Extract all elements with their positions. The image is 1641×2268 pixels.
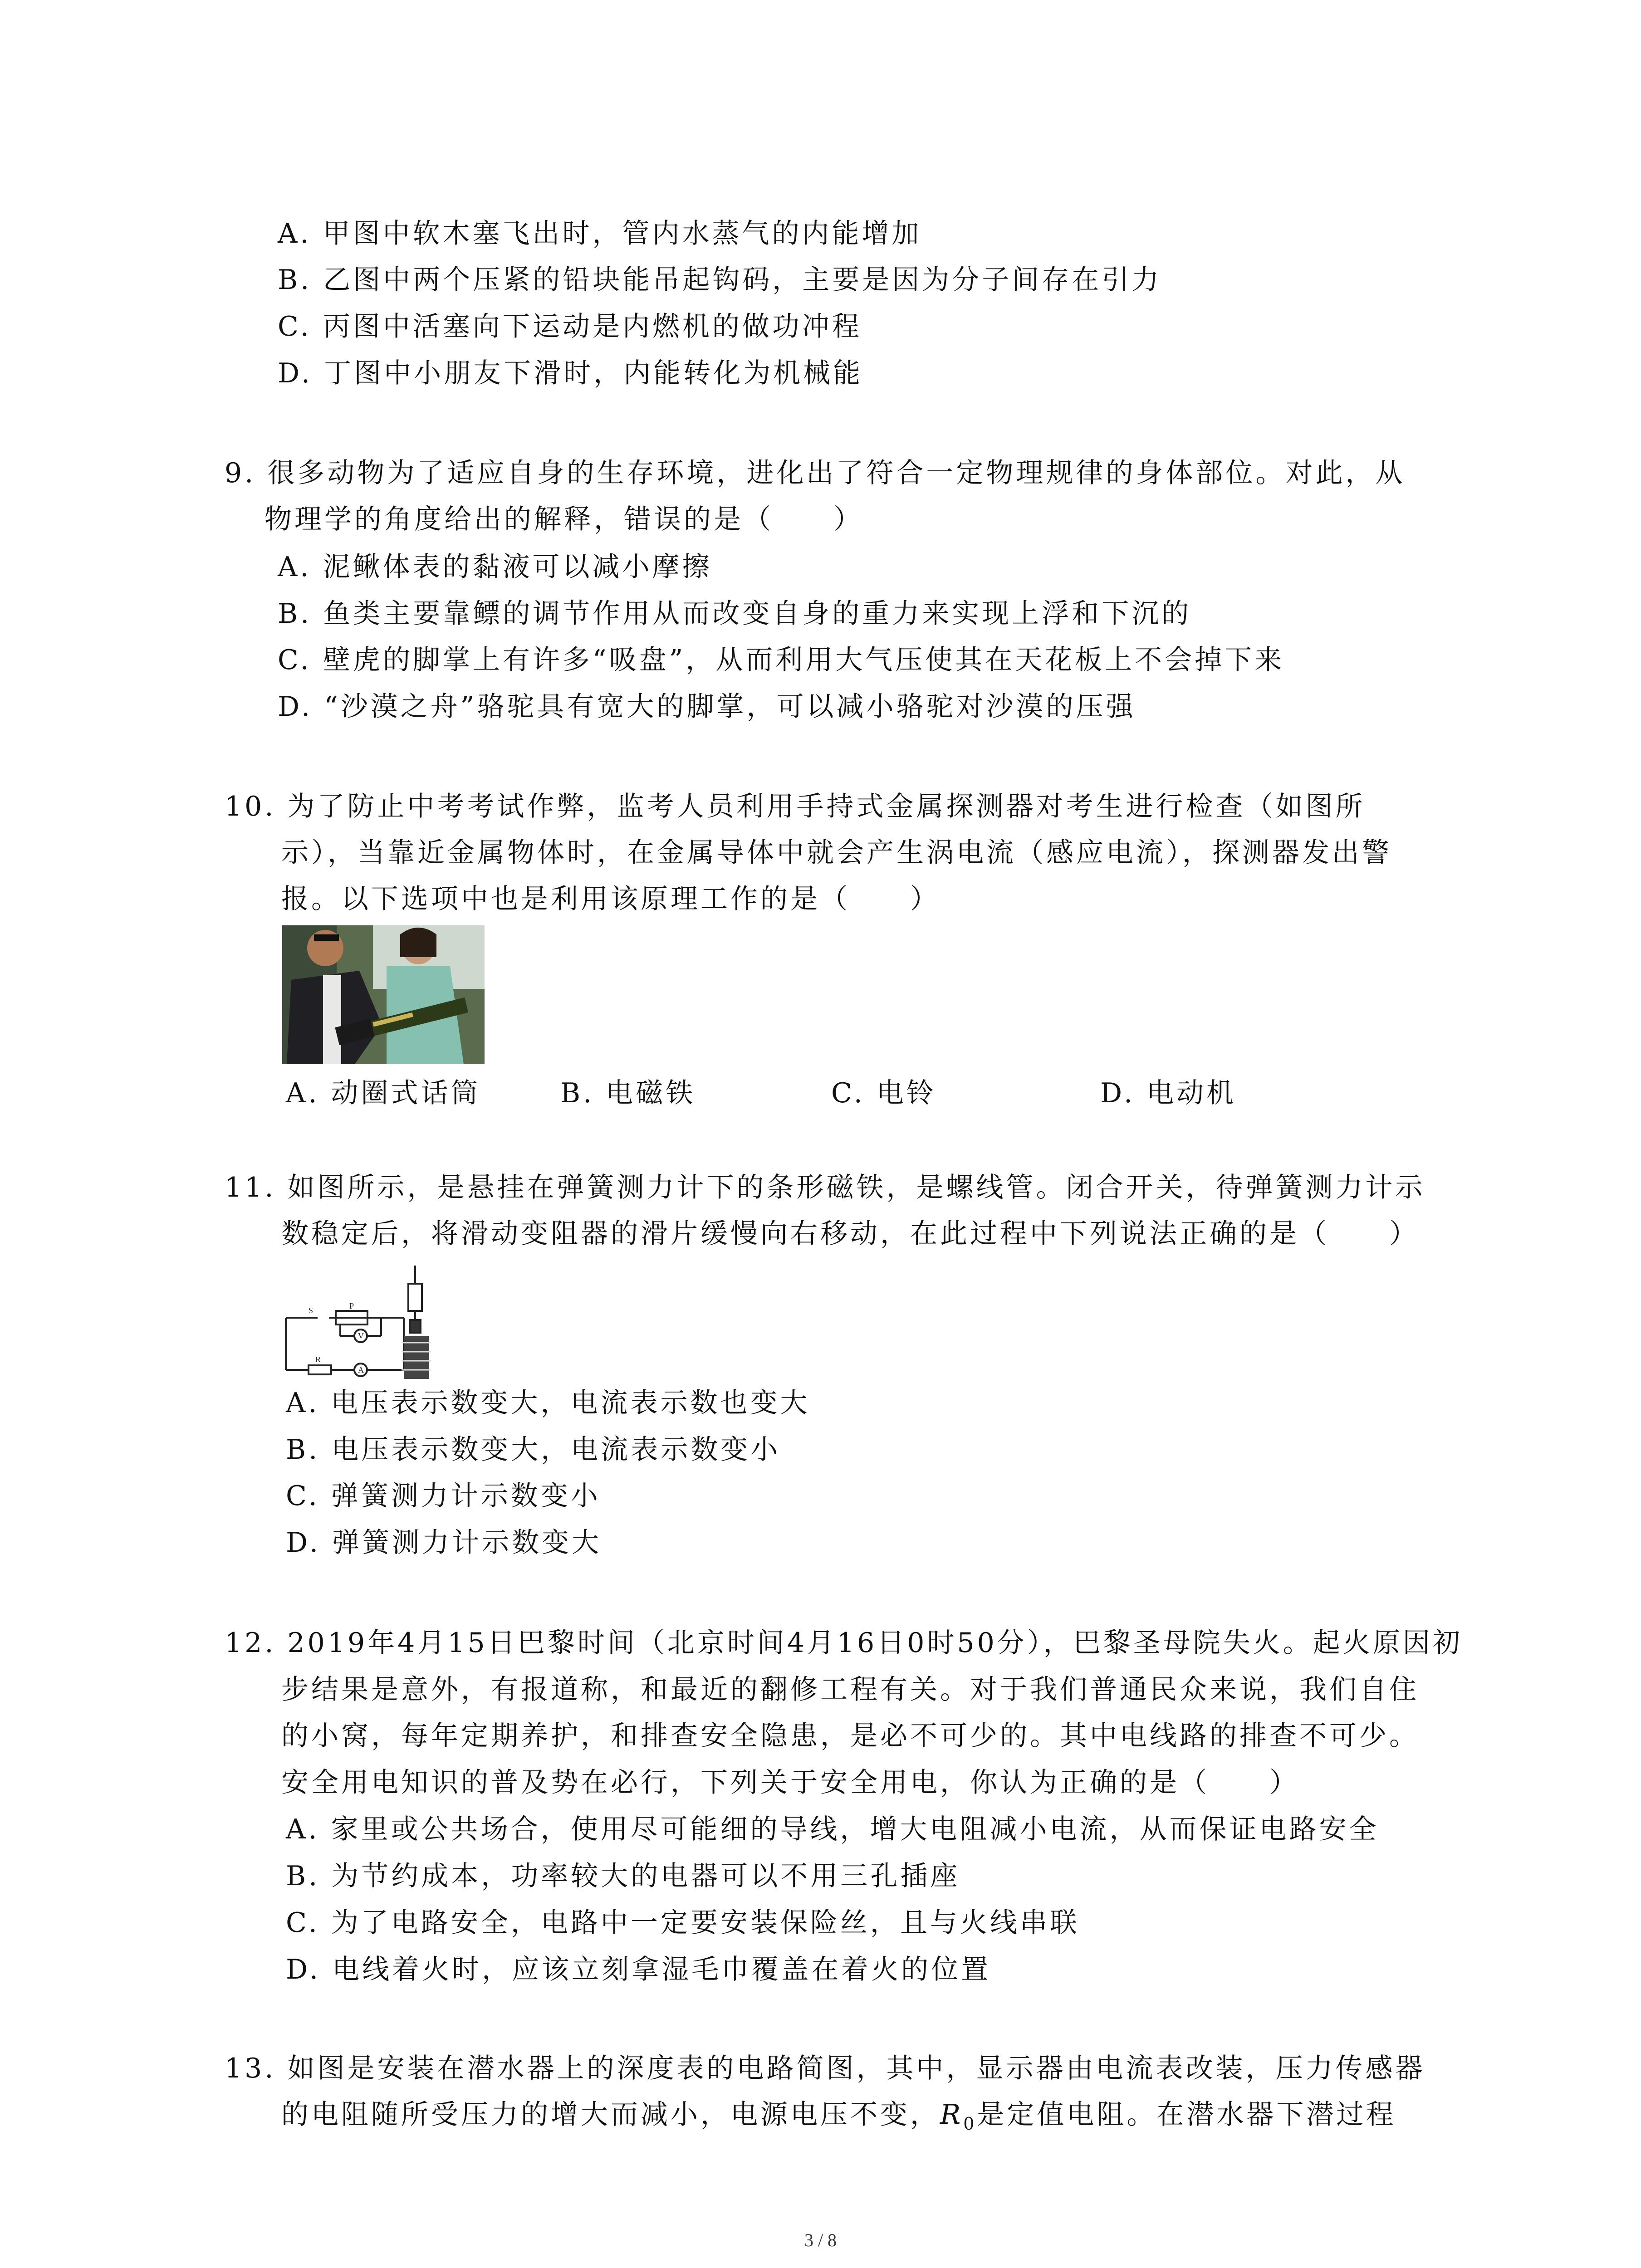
q11-stem-line2: 数稳定后，将滑动变阻器的滑片缓慢向右移动，在此过程中下列说法正确的是（ ）: [281, 1218, 1419, 1250]
q8-option-b: B. 乙图中两个压紧的铅块能吊起钩码，主要是因为分子间存在引力: [278, 264, 1162, 296]
q13-stem-line2: [281, 2097, 1396, 2142]
q12-stem-line4: 安全用电知识的普及势在必行，下列关于安全用电，你认为正确的是（ ）: [281, 1767, 1299, 1799]
q13-stem-line1: 13. 如图是安装在潜水器上的深度表的电路简图，其中，显示器由电流表改装，压力传感器: [225, 2053, 1425, 2084]
q10-option-a: A. 动圈式话筒: [286, 1077, 481, 1109]
r0-symbol: R: [940, 2099, 964, 2131]
q10-option-d: D. 电动机: [1100, 1077, 1237, 1109]
q12-option-b: B. 为节约成本，功率较大的电器可以不用三孔插座: [286, 1860, 960, 1892]
q9-option-c: C. 壁虎的脚掌上有许多“吸盘”，从而利用大气压使其在天花板上不会掉下来: [278, 644, 1285, 676]
q12-stem-line1: 12. 2019年4月15日巴黎时间（北京时间4月16日0时50分），巴黎圣母院失火。起火原因初: [225, 1627, 1463, 1659]
circuit-label-voltmeter: V: [358, 1331, 364, 1340]
q12-stem-line3: 的小窝，每年定期养护，和排查安全隐患，是必不可少的。其中电线路的排查不可少。: [281, 1720, 1419, 1752]
q13-stem-line2-post: 是定值电阻。在潜水器下潜过程: [977, 2099, 1396, 2131]
q10-stem-line3: 报。以下选项中也是利用该原理工作的是（ ）: [281, 883, 940, 915]
q10-stem-line2: 示），当靠近金属物体时，在金属导体中就会产生涡电流（感应电流），探测器发出警: [281, 837, 1392, 869]
circuit-label-switch: S: [309, 1306, 314, 1315]
q8-option-d: D. 丁图中小朋友下滑时，内能转化为机械能: [278, 357, 863, 389]
q12-option-a: A. 家里或公共场合，使用尽可能细的导线，增大电阻减小电流，从而保证电路安全: [286, 1813, 1379, 1845]
q8-option-c: C. 丙图中活塞向下运动是内燃机的做功冲程: [278, 311, 862, 342]
solenoid-circuit-diagram: [281, 1266, 449, 1383]
q10-stem-line1: 10. 为了防止中考考试作弊，监考人员利用手持式金属探测器对考生进行检查（如图所: [225, 791, 1366, 822]
circuit-label-resistor: R: [315, 1355, 321, 1364]
q12-option-c: C. 为了电路安全，电路中一定要安装保险丝，且与火线串联: [286, 1907, 1080, 1939]
r0-subscript: 0: [963, 2114, 977, 2134]
q9-option-d: D. “沙漠之舟”骆驼具有宽大的脚掌，可以减小骆驼对沙漠的压强: [278, 691, 1136, 723]
page-number: 3 / 8: [804, 2230, 837, 2250]
q11-option-d: D. 弹簧测力计示数变大: [286, 1527, 602, 1559]
q9-stem-line2: 物理学的角度给出的解释，错误的是（ ）: [265, 503, 863, 535]
q9-option-a: A. 泥鳅体表的黏液可以减小摩擦: [278, 551, 712, 583]
q10-option-c: C. 电铃: [831, 1077, 936, 1109]
q11-stem-line1: 11. 如图所示，是悬挂在弹簧测力计下的条形磁铁，是螺线管。闭合开关，待弹簧测力计示: [225, 1172, 1425, 1203]
circuit-label-ammeter: A: [358, 1365, 364, 1374]
q11-option-c: C. 弹簧测力计示数变小: [286, 1480, 601, 1512]
q12-option-d: D. 电线着火时，应该立刻拿湿毛巾覆盖在着火的位置: [286, 1954, 991, 1985]
q11-option-a: A. 电压表示数变大，电流表示数也变大: [286, 1387, 810, 1419]
q13-stem-line2-pre: 的电阻随所受压力的增大而减小，电源电压不变，: [281, 2099, 940, 2131]
q10-option-b: B. 电磁铁: [560, 1077, 696, 1109]
circuit-label-slider: P: [349, 1301, 354, 1310]
q9-option-b: B. 鱼类主要靠鳔的调节作用从而改变自身的重力来实现上浮和下沉的: [278, 598, 1192, 630]
metal-detector-photo: [282, 925, 485, 1064]
q9-stem-line1: 9. 很多动物为了适应自身的生存环境，进化出了符合一定物理规律的身体部位。对此，从: [225, 457, 1406, 489]
q11-option-b: B. 电压表示数变大，电流表示数变小: [286, 1434, 781, 1466]
q12-stem-line2: 步结果是意外，有报道称，和最近的翻修工程有关。对于我们普通民众来说，我们自住: [281, 1674, 1419, 1706]
q8-option-a: A. 甲图中软木塞飞出时，管内水蒸气的内能增加: [278, 218, 922, 249]
